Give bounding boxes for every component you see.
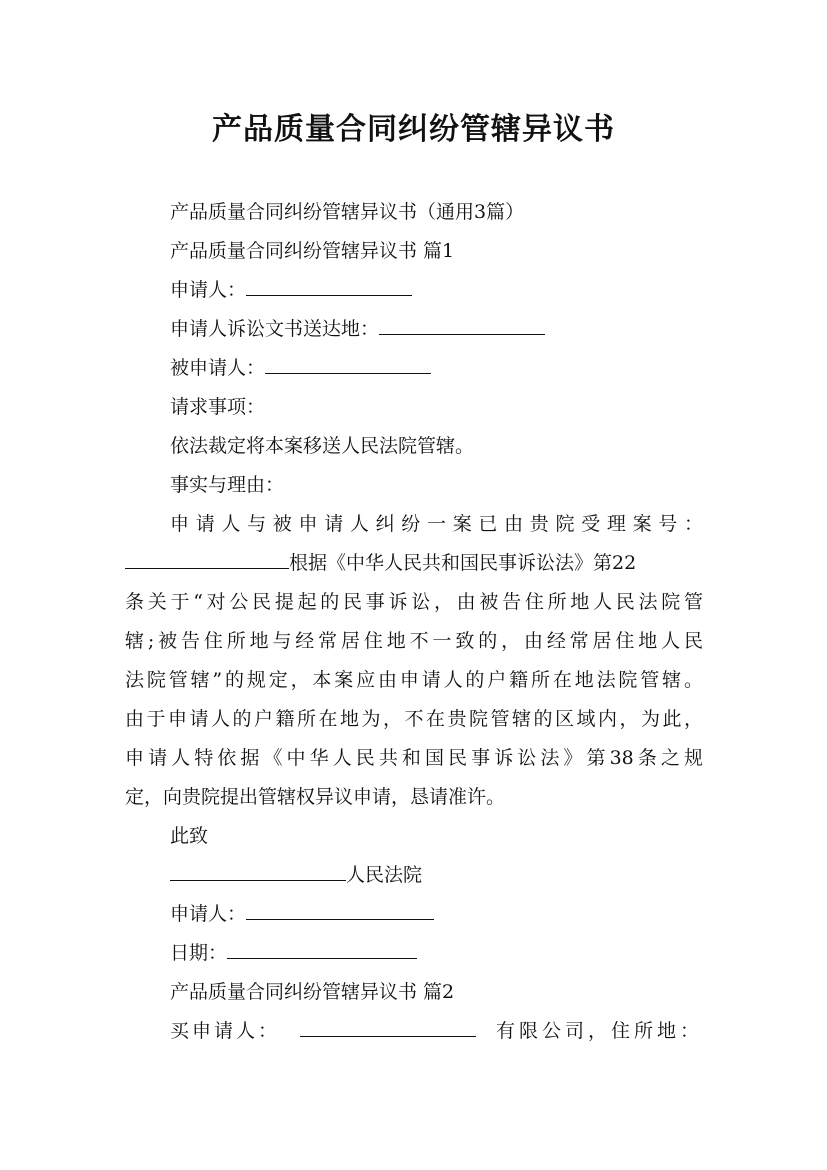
applicant-blank: [246, 277, 412, 296]
case-number-blank: [125, 550, 289, 569]
paragraph-line-4: 辖;被告住所地与经常居住地不一致的，由经常居住地人民: [125, 630, 703, 652]
buyer-company-blank: [300, 1018, 476, 1037]
paragraph-line-6: 由于申请人的户籍所在地为，不在贵院管辖的区域内，为此，: [125, 708, 703, 730]
buyer-applicant-label: 买申请人：: [170, 1020, 281, 1042]
respondent-line: [170, 355, 431, 381]
company-address-label: 有限公司，住所地：: [495, 1020, 703, 1042]
section-heading-1: 产品质量合同纠纷管辖异议书 篇1: [170, 240, 455, 262]
court-line: [170, 862, 422, 888]
buyer-applicant-line: [170, 1018, 703, 1044]
court-name-blank: [170, 862, 346, 881]
paragraph-line-2-text: 根据《中华人民共和国民事诉讼法》第22: [289, 552, 637, 574]
date-line: [170, 940, 417, 966]
paragraph-line-8: 定，向贵院提出管辖权异议申请，恳请准许。: [125, 786, 506, 808]
request-items-heading: 请求事项：: [170, 396, 266, 418]
paragraph-line-2: [125, 550, 703, 576]
subtitle-line: 产品质量合同纠纷管辖异议书（通用3篇）: [170, 201, 525, 223]
court-label: 人民法院: [346, 864, 423, 886]
paragraph-line-5: 法院管辖”的规定，本案应由申请人的户籍所在地法院管辖。: [125, 669, 703, 691]
paragraph-line-7: 申请人特依据《中华人民共和国民事诉讼法》第38条之规: [125, 747, 703, 769]
applicant-line: [170, 277, 412, 303]
paragraph-line-1: 申请人与被申请人纠纷一案已由贵院受理案号：: [170, 513, 703, 535]
delivery-address-label: 申请人诉讼文书送达地：: [170, 318, 380, 340]
section-heading-2: 产品质量合同纠纷管辖异议书 篇2: [170, 981, 455, 1003]
paragraph-line-3: 条关于“对公民提起的民事诉讼，由被告住所地人民法院管: [125, 591, 703, 613]
applicant-label: 申请人：: [170, 279, 247, 301]
facts-reasons-heading: 事实与理由：: [170, 474, 285, 496]
signature-applicant-blank: [246, 901, 434, 920]
respondent-blank: [265, 355, 431, 374]
delivery-address-blank: [379, 316, 545, 335]
respondent-label: 被申请人：: [170, 357, 266, 379]
salutation: 此致: [170, 825, 209, 847]
signature-applicant-label: 申请人：: [170, 903, 247, 925]
signature-applicant-line: [170, 901, 434, 927]
document-title: 产品质量合同纠纷管辖异议书: [212, 112, 615, 147]
date-label: 日期：: [170, 942, 228, 964]
delivery-address-line: [170, 316, 545, 342]
date-blank: [227, 940, 417, 959]
request-item-text: 依法裁定将本案移送人民法院管辖。: [170, 435, 475, 457]
